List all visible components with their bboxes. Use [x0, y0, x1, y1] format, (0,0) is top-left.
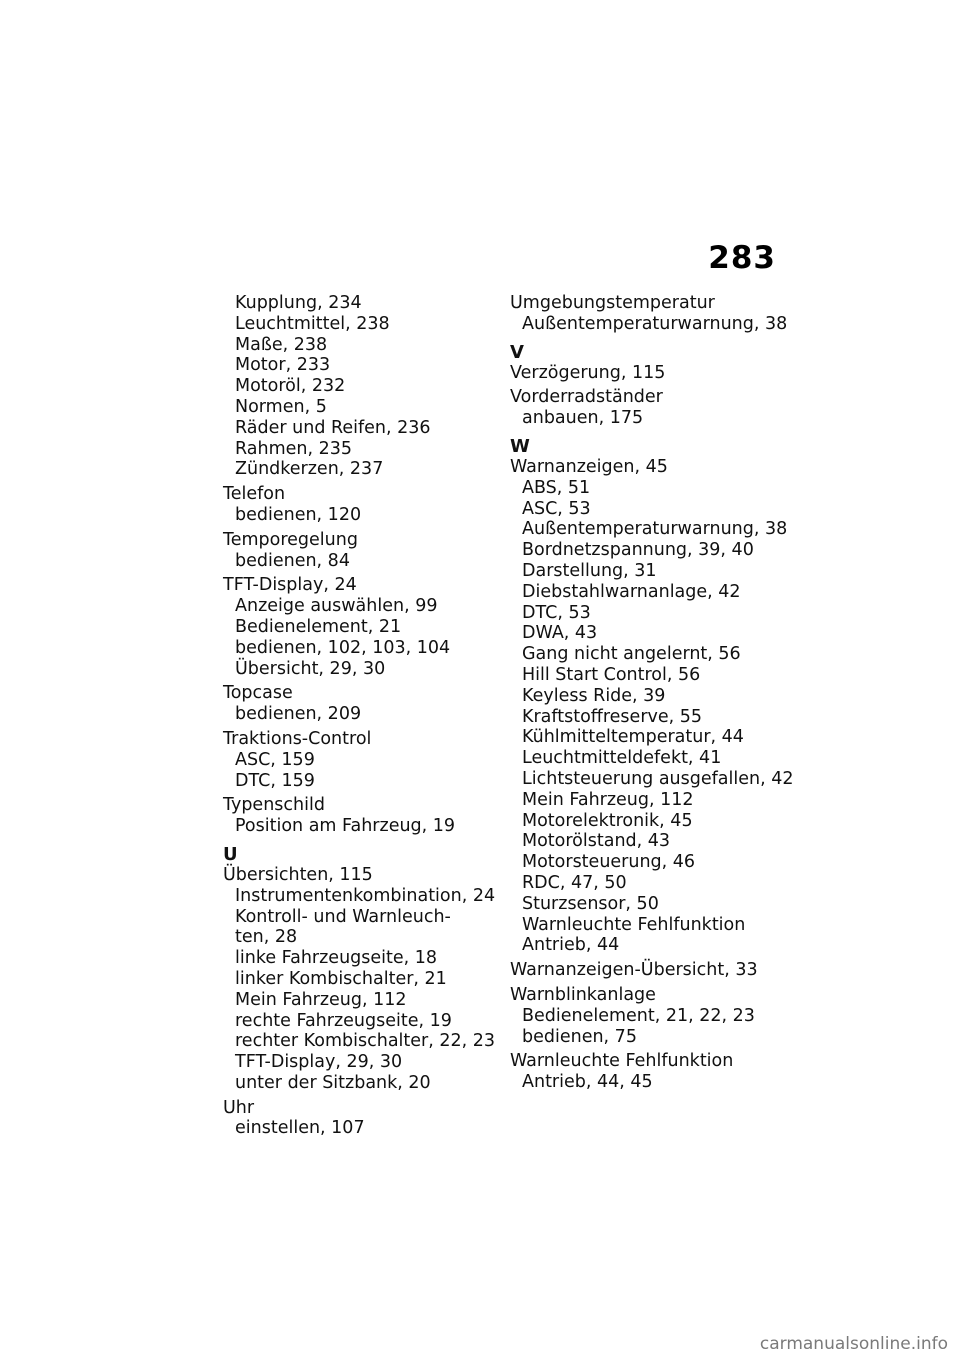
index-subentry: DTC, 159	[235, 770, 315, 791]
index-entry: Warnanzeigen-Übersicht, 33	[510, 960, 758, 981]
index-subentry: Maße, 238	[235, 334, 328, 355]
index-entry: Warnleuchte Fehlfunktion	[510, 1051, 734, 1072]
index-subentry: Anzeige auswählen, 99	[235, 596, 438, 617]
index-subentry: Kontroll- und Warnleuch-	[235, 906, 451, 927]
page-number: 283	[708, 240, 776, 276]
index-subentry: bedienen, 84	[235, 550, 350, 571]
index-subentry: Mein Fahrzeug, 112	[522, 789, 694, 810]
index-subentry: Kühlmitteltemperatur, 44	[522, 727, 744, 748]
index-entry: Uhr	[223, 1097, 255, 1118]
index-subentry: linke Fahrzeugseite, 18	[235, 948, 438, 969]
index-entry: Temporegelung	[223, 529, 358, 550]
index-subentry: Mein Fahrzeug, 112	[235, 989, 407, 1010]
index-subentry: Instrumentenkombination, 24	[235, 885, 496, 906]
index-subentry: Normen, 5	[235, 396, 327, 417]
index-column-left	[223, 293, 496, 1139]
index-subentry: rechte Fahrzeugseite, 19	[235, 1010, 452, 1031]
index-subentry: Bordnetzspannung, 39, 40	[522, 540, 754, 561]
index-subentry: Motoröl, 232	[235, 376, 346, 397]
index-subentry: Bedienelement, 21	[235, 616, 402, 637]
index-entry: Telefon	[223, 484, 286, 505]
index-subentry: DTC, 53	[522, 602, 591, 623]
index-subentry: anbauen, 175	[522, 408, 644, 429]
index-subentry: Antrieb, 44	[522, 935, 620, 956]
index-entry: Warnblinkanlage	[510, 984, 656, 1005]
index-subentry: Räder und Reifen, 236	[235, 417, 431, 438]
index-subentry: einstellen, 107	[235, 1118, 365, 1139]
index-subentry: DWA, 43	[522, 623, 598, 644]
index-subentry: Motorölstand, 43	[522, 831, 671, 852]
index-subentry: Sturzsensor, 50	[522, 893, 659, 914]
watermark: carmanualsonline.info	[759, 1334, 948, 1354]
index-subentry: Motorelektronik, 45	[522, 810, 693, 831]
index-entry: Warnanzeigen, 45	[510, 456, 668, 477]
index-subentry: Kupplung, 234	[235, 293, 362, 313]
index-subentry: rechter Kombischalter, 22, 23	[235, 1031, 496, 1052]
index-subentry: Übersicht, 29, 30	[235, 658, 386, 679]
index-entry: Topcase	[223, 683, 293, 704]
index-subentry: Motor, 233	[235, 355, 331, 376]
index-entry: TFT-Display, 24	[223, 575, 357, 596]
index-subentry: Leuchtmitteldefekt, 41	[522, 748, 722, 769]
index-subentry: Lichtsteuerung ausgefallen, 42	[522, 768, 794, 789]
index-subentry: ten, 28	[235, 927, 298, 948]
index-subentry: Gang nicht angelernt, 56	[522, 644, 741, 665]
index-subentry: bedienen, 209	[235, 704, 362, 725]
index-subentry: Bedienelement, 21, 22, 23	[522, 1005, 755, 1026]
index-entry: Traktions-Control	[223, 728, 372, 749]
index-subentry: bedienen, 102, 103, 104	[235, 637, 451, 658]
index-subentry: TFT-Display, 29, 30	[235, 1052, 403, 1073]
index-subentry: Motorsteuerung, 46	[522, 852, 696, 873]
index-subentry: Position am Fahrzeug, 19	[235, 816, 456, 837]
index-column-right	[510, 293, 800, 1093]
index-subentry: Rahmen, 235	[235, 438, 353, 459]
index-subentry: Warnleuchte Fehlfunktion	[522, 914, 746, 935]
index-entry: Vorderradständer	[510, 387, 663, 408]
index-subentry: Zündkerzen, 237	[235, 459, 384, 480]
index-letter-heading: W	[510, 435, 530, 457]
index-subentry: ABS, 51	[522, 477, 591, 498]
index-subentry: unter der Sitzbank, 20	[235, 1072, 431, 1093]
index-subentry: linker Kombischalter, 21	[235, 968, 447, 989]
index-subentry: Außentemperaturwarnung, 38	[522, 313, 788, 334]
index-letter-heading: U	[223, 843, 238, 865]
index-entry: Typenschild	[223, 795, 325, 816]
index-subentry: Hill Start Control, 56	[522, 664, 701, 685]
index-entry: Verzögerung, 115	[510, 362, 666, 383]
index-subentry: Darstellung, 31	[522, 560, 657, 581]
index-subentry: RDC, 47, 50	[522, 872, 627, 893]
index-subentry: Außentemperaturwarnung, 38	[522, 519, 788, 540]
index-subentry: Diebstahlwarnanlage, 42	[522, 581, 741, 602]
index-subentry: Kraftstoffreserve, 55	[522, 706, 703, 727]
index-subentry: Keyless Ride, 39	[522, 685, 666, 706]
index-subentry: Antrieb, 44, 45	[522, 1072, 653, 1093]
index-entry: Umgebungstemperatur	[510, 293, 715, 313]
index-letter-heading: V	[510, 341, 524, 363]
index-subentry: bedienen, 75	[522, 1026, 637, 1047]
index-subentry: ASC, 159	[235, 749, 315, 770]
index-subentry: ASC, 53	[522, 498, 591, 519]
index-subentry: bedienen, 120	[235, 504, 362, 525]
index-entry: Übersichten, 115	[223, 864, 373, 885]
index-subentry: Leuchtmittel, 238	[235, 313, 390, 334]
